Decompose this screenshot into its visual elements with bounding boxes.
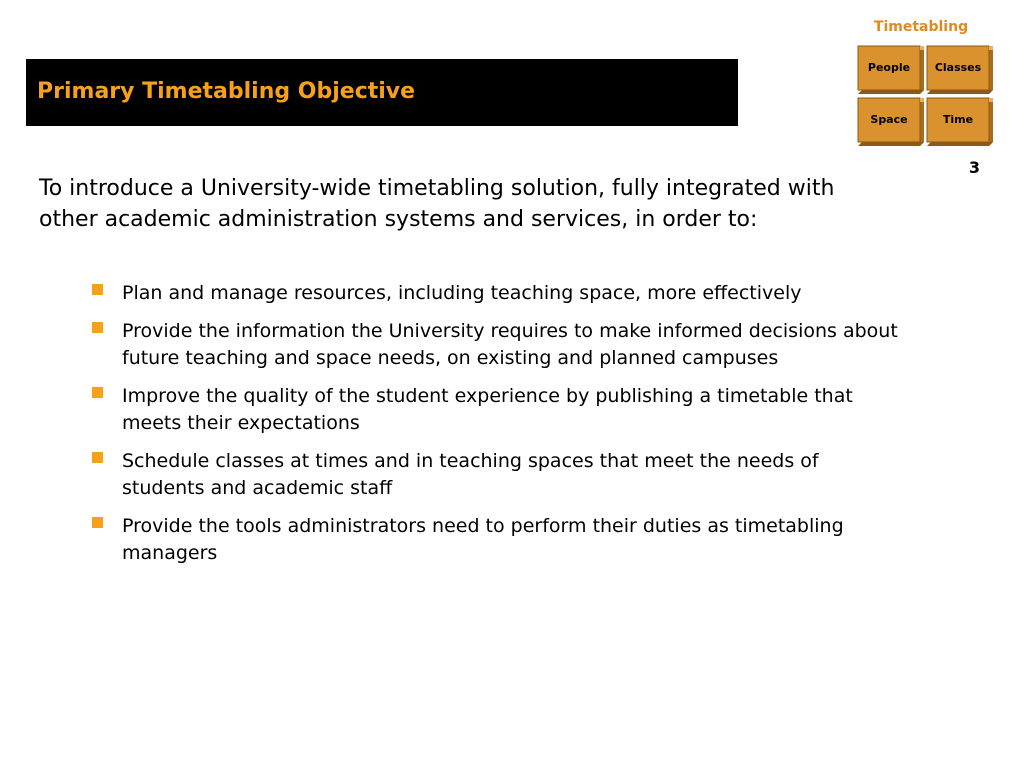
slide-title: Primary Timetabling Objective xyxy=(37,79,416,104)
square-bullet-icon xyxy=(92,322,103,333)
title-bar xyxy=(26,59,738,126)
square-bullet-icon xyxy=(92,284,103,295)
bullet-text: Provide the tools administrators need to perform their duties as timetabling managers xyxy=(122,515,844,564)
nav-block-space[interactable] xyxy=(858,98,924,146)
bullet-text: Improve the quality of the student experience by publishing a timetable that meets their expectations xyxy=(122,385,853,434)
bullet-item xyxy=(88,280,898,307)
bullet-item xyxy=(88,383,898,437)
bullet-item xyxy=(88,318,898,372)
nav-block-people[interactable] xyxy=(858,46,924,94)
nav-block-people-label: People xyxy=(867,61,911,74)
square-bullet-icon xyxy=(92,517,103,528)
square-bullet-icon xyxy=(92,387,103,398)
page-number: 3 xyxy=(968,158,980,177)
nav-block-classes-label: Classes xyxy=(934,61,982,74)
bullet-list xyxy=(88,280,898,578)
section-label: Timetabling xyxy=(873,19,969,35)
square-bullet-icon xyxy=(92,452,103,463)
bullet-text: Plan and manage resources, including teaching space, more effectively xyxy=(122,282,802,304)
bullet-text: Schedule classes at times and in teaching spaces that meet the needs of students and academic staff xyxy=(122,450,819,499)
bullet-item xyxy=(88,513,898,567)
bullet-item xyxy=(88,448,898,502)
nav-block-time[interactable] xyxy=(927,98,993,146)
intro-paragraph: To introduce a University-wide timetabling solution, fully integrated with other academic administration systems and services, in order to: xyxy=(39,176,835,232)
nav-block-space-label: Space xyxy=(870,113,908,126)
nav-block-time-label: Time xyxy=(942,113,974,126)
bullet-text: Provide the information the University requires to make informed decisions about future teaching and space needs, on existing and planned campuses xyxy=(122,320,898,369)
nav-block-classes[interactable] xyxy=(927,46,993,94)
